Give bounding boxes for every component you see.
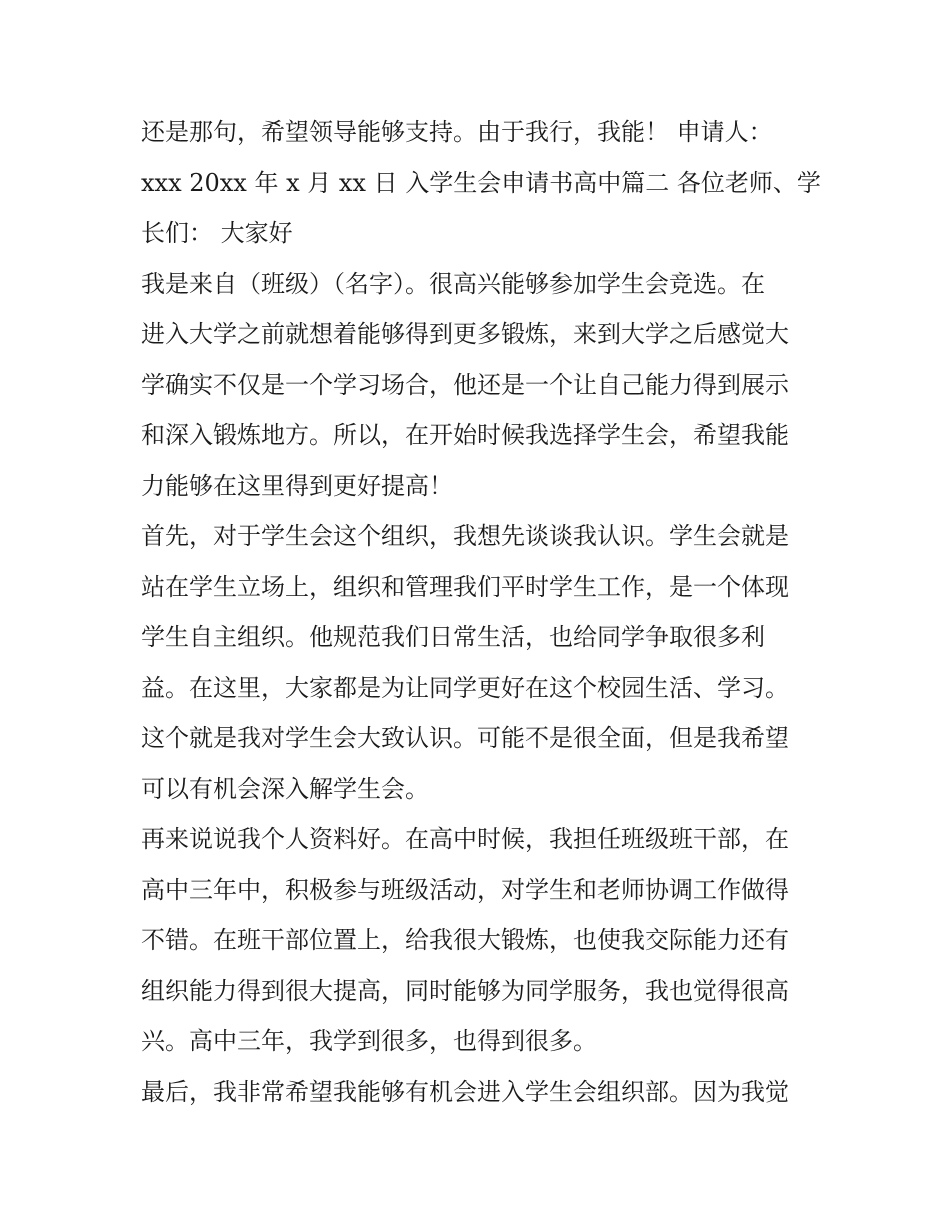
paragraph-background bbox=[141, 814, 821, 1067]
text-line: 最后，我非常希望我能够有机会进入学生会组织部。因为我觉 bbox=[141, 1077, 789, 1106]
text-line: 和深入锻炼地方。所以，在开始时候我选择学生会，希望我能 bbox=[141, 421, 789, 449]
text-line: 兴。高中三年，我学到很多，也得到很多。 bbox=[141, 1027, 597, 1055]
text-line: 学确实不仅是一个学习场合，他还是一个让自己能力得到展示 bbox=[141, 370, 789, 399]
text-line: 高中三年中，积极参与班级活动，对学生和老师协调工作做得 bbox=[141, 875, 789, 904]
text-line: 我是来自（班级）（名字）。很高兴能够参加学生会竞选。在 bbox=[141, 269, 765, 298]
text-line: 进入大学之前就想着能够得到更多锻炼，来到大学之后感觉大 bbox=[141, 320, 789, 348]
text-line: 力能够在这里得到更好提高！ bbox=[141, 471, 453, 500]
text-line: 长们： 大家好 bbox=[141, 219, 293, 247]
text-line: 站在学生立场上，组织和管理我们平时学生工作，是一个体现 bbox=[141, 572, 789, 601]
paragraph-conclusion bbox=[141, 1067, 821, 1118]
document-body bbox=[141, 107, 821, 1117]
text-line: 这个就是我对学生会大致认识。可能不是很全面，但是我希望 bbox=[141, 724, 789, 752]
paragraph-closing bbox=[141, 107, 821, 259]
text-line: xxx 20xx 年 x 月 xx 日 入学生会申请书高中篇二 各位老师、学 bbox=[141, 168, 821, 197]
text-line: 再来说说我个人资料好。在高中时候，我担任班级班干部，在 bbox=[141, 825, 789, 853]
text-line: 学生自主组织。他规范我们日常生活，也给同学争取很多利 bbox=[141, 623, 765, 651]
text-line: 首先，对于学生会这个组织，我想先谈谈我认识。学生会就是 bbox=[141, 522, 789, 550]
text-line: 益。在这里，大家都是为让同学更好在这个校园生活、学习。 bbox=[141, 673, 789, 702]
paragraph-introduction bbox=[141, 259, 821, 512]
text-line: 还是那句，希望领导能够支持。由于我行，我能！ 申请人： bbox=[141, 118, 773, 146]
text-line: 可以有机会深入解学生会。 bbox=[141, 774, 429, 803]
paragraph-understanding bbox=[141, 511, 821, 814]
text-line: 不错。在班干部位置上，给我很大锻炼，也使我交际能力还有 bbox=[141, 926, 789, 954]
text-line: 组织能力得到很大提高，同时能够为同学服务，我也觉得很高 bbox=[141, 976, 789, 1005]
